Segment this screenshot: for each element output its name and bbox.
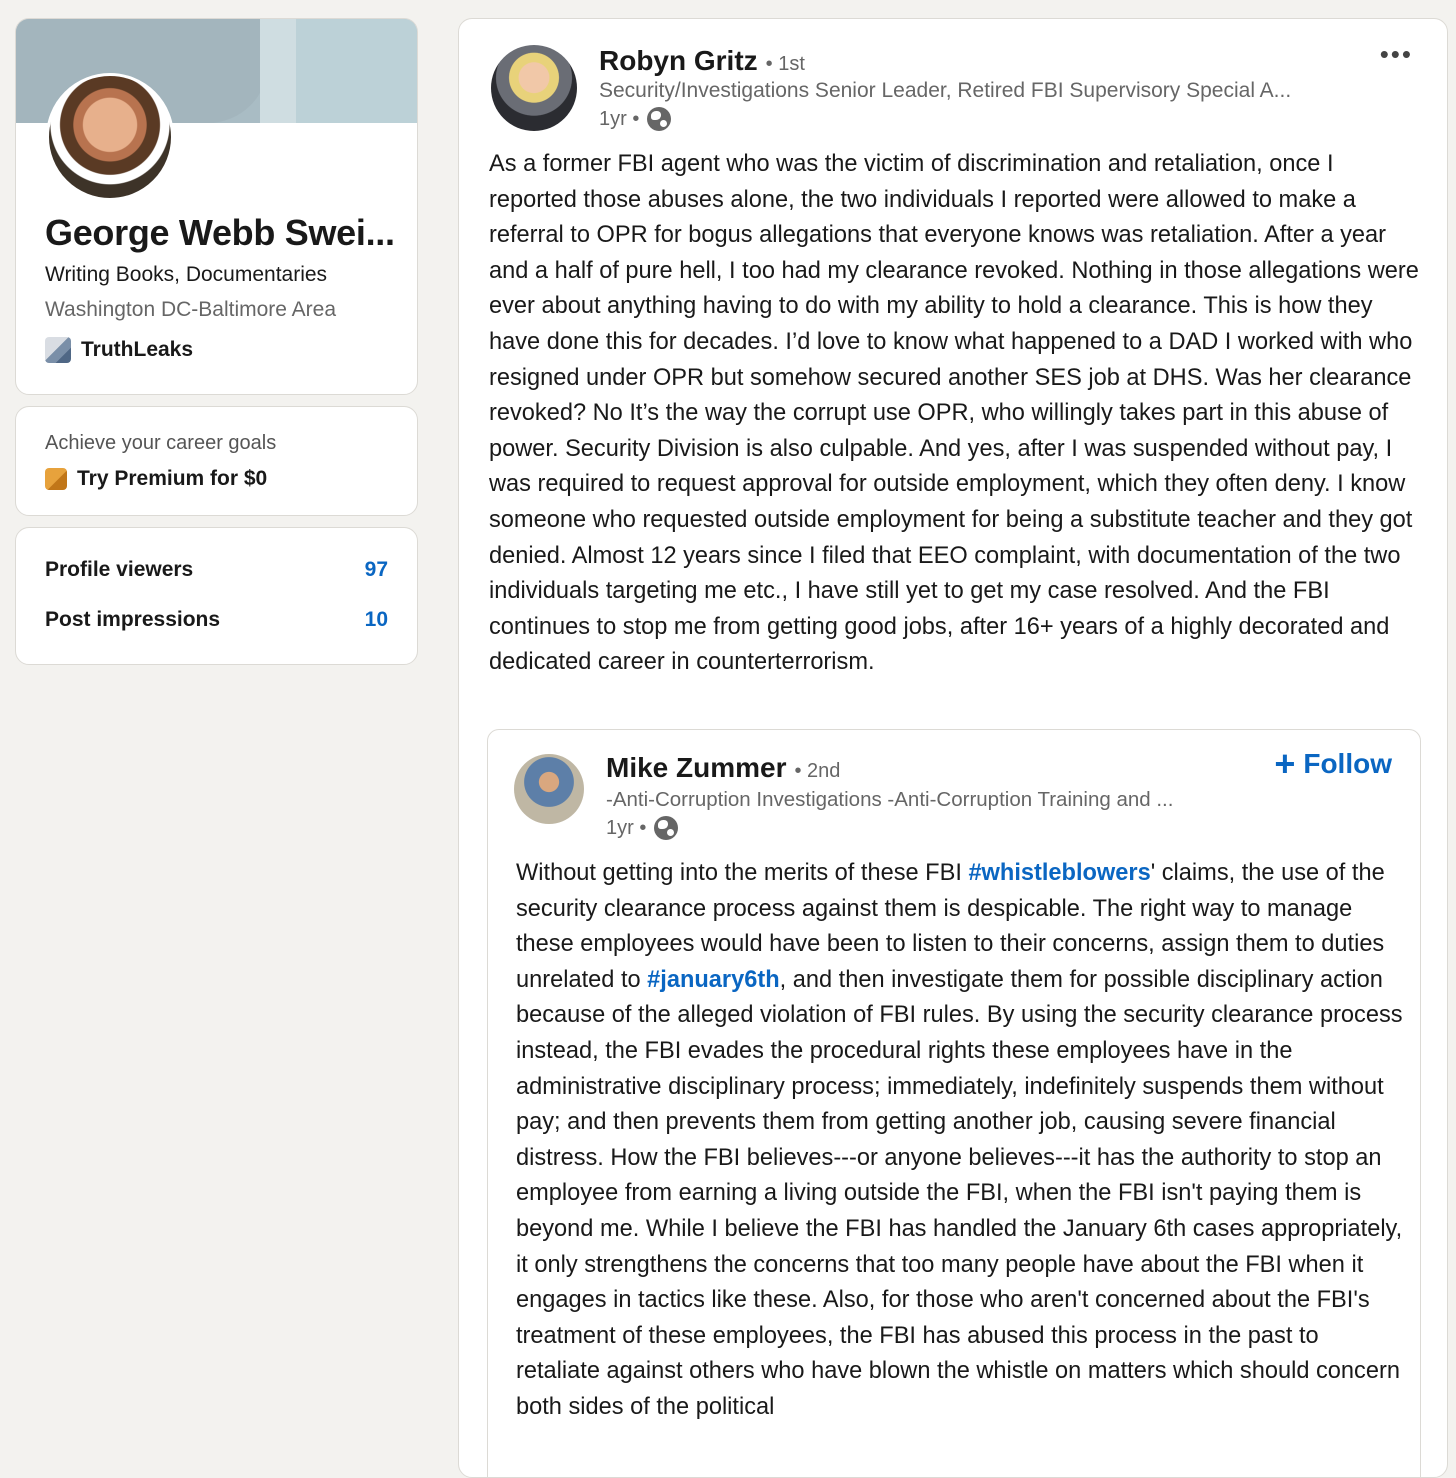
post-author-headline: Security/Investigations Senior Leader, Retired FBI Supervisory Special A... <box>599 79 1292 102</box>
profile-viewers-row[interactable] <box>45 558 388 582</box>
organization-logo-icon <box>45 337 71 363</box>
profile-avatar[interactable] <box>46 73 174 201</box>
post-author-name[interactable]: Robyn Gritz <box>599 45 758 76</box>
globe-icon <box>654 816 678 840</box>
more-options-icon[interactable]: ••• <box>1379 39 1413 69</box>
post-author-degree: • 1st <box>765 53 805 75</box>
analytics-card <box>15 527 418 665</box>
hashtag-january6th[interactable]: #january6th <box>647 966 780 993</box>
reshare-timestamp: 1yr • <box>606 816 647 839</box>
profile-headline: Writing Books, Documentaries <box>45 263 328 286</box>
post-meta <box>599 107 671 131</box>
feed-post <box>458 18 1448 1478</box>
reshare-author-line <box>606 752 840 784</box>
profile-card <box>15 18 418 395</box>
post-text: As a former FBI agent who was the victim of discrimination and retaliation, once I reported those abuses alone, the two individuals I reported were allowed to make a referral to OPR for bogus allegations that everyone knows was retaliation. After a year and a half of pure hell, I too had my clearance revoked. Nothing in those allegations were ever about anything having to do with my ability to hold a clearance. This is how they have done this for decades. I’d love to know what happened to a DAD I worked with who resigned under OPR but somehow secured another SES job at DHS. Was her clearance revoked? No It’s the way the corrupt use OPR, who willingly takes part in this abuse of power. Security Division is also culpable. And yes, after I was suspended without pay, I was required to request approval for outside employment, which they often deny. I know someone who requested outside employment for being a substitute teacher and they got denied. Almost 12 years since I filed that EEO complaint, with documentation of the two individuals targeting me etc., I have still yet to get my case resolved. And the FBI continues to stop me from getting good jobs, after 16+ years of a highly decorated and dedicated career in counterterrorism. <box>489 151 1419 676</box>
reshare-author-headline: -Anti-Corruption Investigations -Anti-Corruption Training and ... <box>606 788 1174 811</box>
profile-organization[interactable] <box>45 337 193 363</box>
follow-button[interactable] <box>1274 743 1392 784</box>
profile-location: Washington DC-Baltimore Area <box>45 298 337 321</box>
reshare-author-avatar[interactable] <box>514 754 584 824</box>
reshare-text-part-2: ' claims, the use of the security clearance process against them is despicable. The right way to manage these employees would have been to listen to their concerns, assign them to duties unrelated to <box>516 860 1385 993</box>
reshared-post[interactable] <box>487 729 1421 1478</box>
try-premium-label: Try Premium for $0 <box>77 467 268 490</box>
post-impressions-row[interactable] <box>45 608 388 632</box>
reshare-text-part-3: , and then investigate them for possible disciplinary action because of the alleged violation of FBI rules. By using the security clearance process instead, the FBI evades the procedural rights these employees have in the administrative disciplinary process; immediately, indefinitely suspends them without pay; and then prevents them from getting another job, causing severe financial distress. How the FBI believes---or anyone believes---it has the authority to stop an employee from earning a living outside the FBI, when the FBI isn't paying them is beyond me. While I believe the FBI has handled the January 6th cases appropriately, it only strengthens the concerns that too many people have about the FBI when it engages in tactics like these. Also, for those who aren't concerned about the FBI's treatment of these employees, the FBI has abused this process in the past to retaliate against others who have blown the whistle on matters which should concern both sides of the political <box>516 966 1403 1420</box>
plus-icon: + <box>1274 743 1296 784</box>
globe-icon <box>647 107 671 131</box>
reshare-author-degree: • 2nd <box>794 760 841 782</box>
try-premium-link[interactable] <box>45 467 267 491</box>
post-author-avatar[interactable] <box>491 45 577 131</box>
post-impressions-label: Post impressions <box>45 608 221 631</box>
reshare-meta <box>606 816 678 840</box>
profile-viewers-label: Profile viewers <box>45 558 194 581</box>
premium-card <box>15 406 418 516</box>
post-author-line <box>599 45 805 77</box>
reshare-text <box>516 856 1406 1426</box>
hashtag-whistleblowers[interactable]: #whistleblowers <box>968 860 1151 886</box>
profile-name[interactable]: George Webb Swei... <box>45 212 395 253</box>
premium-lead-text: Achieve your career goals <box>45 432 277 454</box>
premium-badge-icon <box>45 468 67 490</box>
reshare-author-name[interactable]: Mike Zummer <box>606 752 787 783</box>
profile-viewers-count: 97 <box>364 558 388 581</box>
post-timestamp: 1yr • <box>599 107 640 130</box>
post-impressions-count: 10 <box>364 608 388 631</box>
follow-label: Follow <box>1303 748 1392 779</box>
reshare-text-part-1: Without getting into the merits of these FBI <box>516 860 969 886</box>
organization-name: TruthLeaks <box>81 338 194 361</box>
